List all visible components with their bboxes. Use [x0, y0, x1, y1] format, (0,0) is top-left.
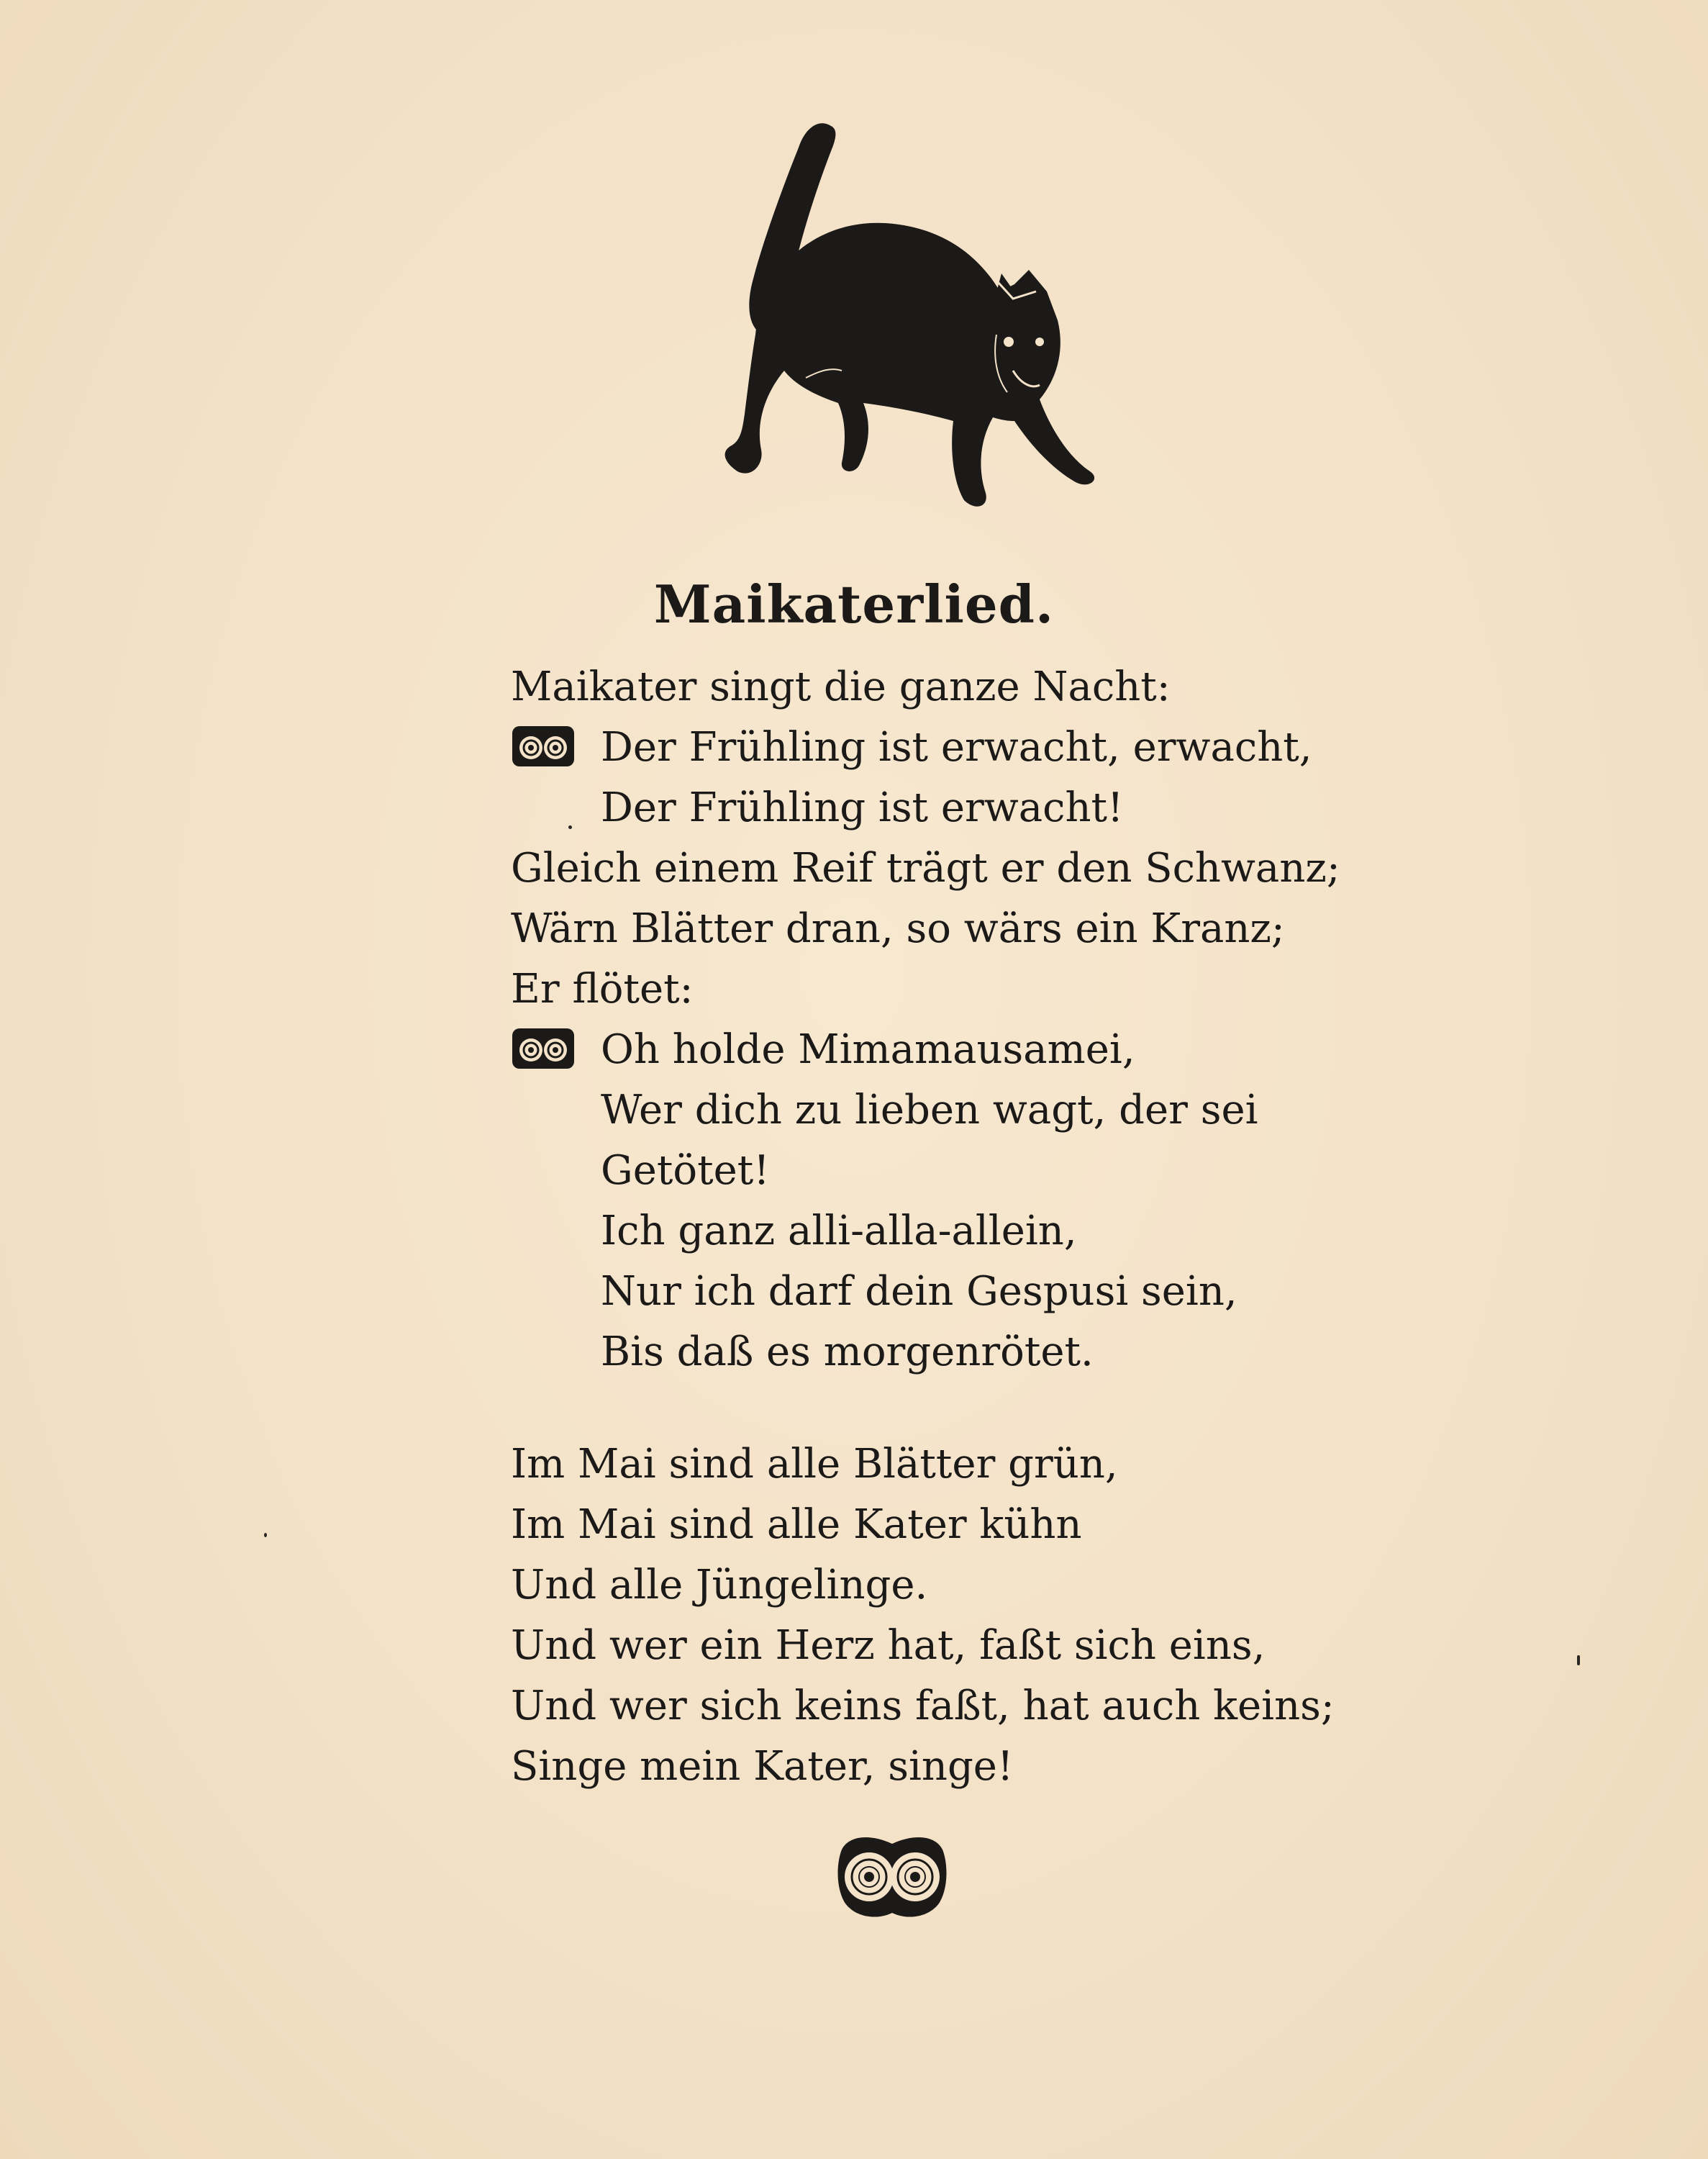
poem-line: Ich ganz alli-alla-allein, — [601, 1208, 1077, 1254]
paper-speck — [1577, 1655, 1580, 1665]
poem-line: Wer dich zu lieben wagt, der sei — [601, 1087, 1258, 1133]
black-cat-icon — [676, 119, 1101, 522]
poem-line: Im Mai sind alle Kater kühn — [511, 1501, 1082, 1548]
poem-line: Und wer ein Herz hat, faßt sich eins, — [511, 1622, 1266, 1669]
poem-line: Er flötet: — [511, 966, 694, 1013]
poem-line: Oh holde Mimamausamei, — [601, 1026, 1135, 1073]
poem-line: Nur ich darf dein Gespusi sein, — [601, 1268, 1237, 1315]
owl-face-icon — [511, 1026, 576, 1072]
poem-line: Getötet! — [601, 1147, 770, 1194]
poem-line: Bis daß es morgenrötet. — [601, 1329, 1094, 1375]
poem-line: Und alle Jüngelinge. — [511, 1562, 928, 1608]
paper-speck — [264, 1533, 267, 1537]
poem-line: Der Frühling ist erwacht! — [601, 784, 1124, 831]
owl-vignette-icon — [835, 1828, 950, 1922]
poem-line: Der Frühling ist erwacht, erwacht, — [601, 724, 1312, 771]
owl-face-icon — [511, 723, 576, 769]
poem-title: Maikaterlied. — [653, 574, 1055, 635]
poem-line: Und wer sich keins faßt, hat auch keins; — [511, 1683, 1335, 1729]
poem-line: Singe mein Kater, singe! — [511, 1743, 1014, 1790]
poem-line: Maikater singt die ganze Nacht: — [511, 664, 1171, 710]
paper-speck — [568, 825, 572, 829]
poem-line: Wärn Blätter dran, so wärs ein Kranz; — [511, 905, 1285, 952]
poem-line: Gleich einem Reif trägt er den Schwanz; — [511, 845, 1340, 892]
poem-line: Im Mai sind alle Blätter grün, — [511, 1441, 1118, 1488]
